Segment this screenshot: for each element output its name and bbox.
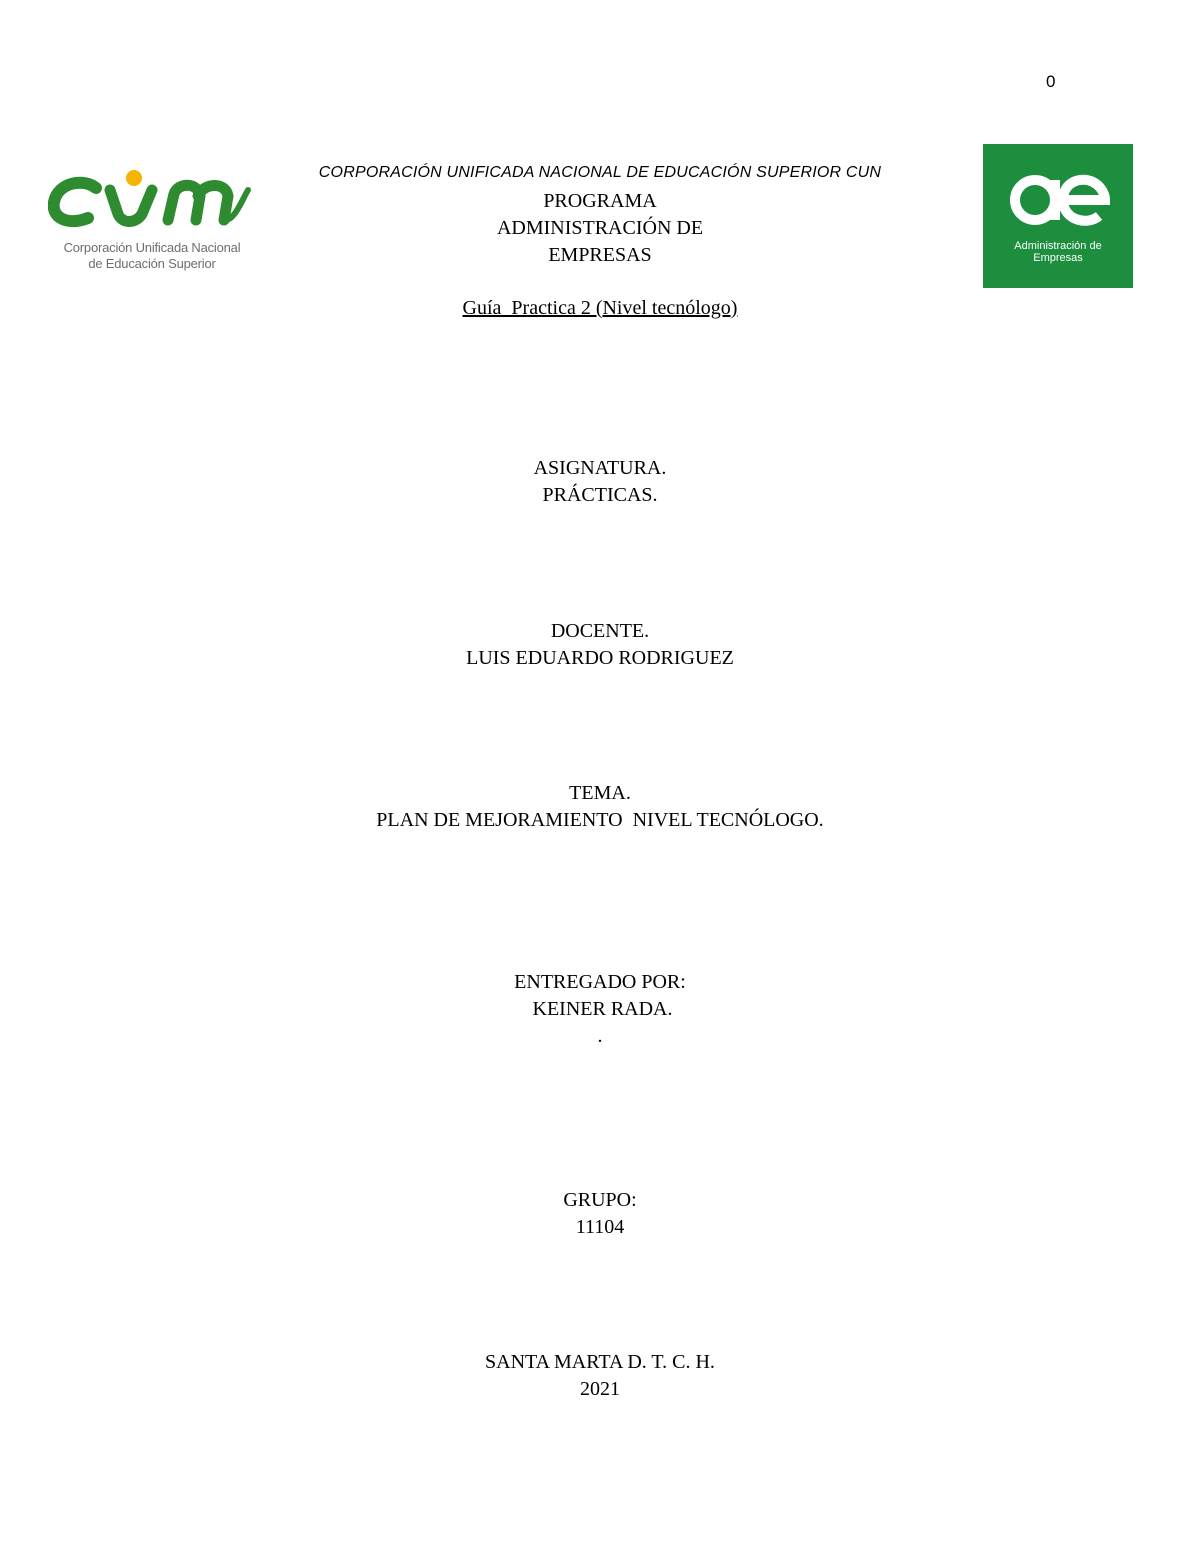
- program-line1: PROGRAMA: [543, 190, 657, 212]
- delivered-block: [200, 969, 1000, 1050]
- topic-label: TEMA.: [569, 782, 631, 804]
- ae-logo: [983, 144, 1133, 288]
- teacher-value: LUIS EDUARDO RODRIGUEZ: [466, 647, 734, 669]
- delivered-label: ENTREGADO POR:: [514, 971, 686, 993]
- place-city: SANTA MARTA D. T. C. H.: [485, 1351, 715, 1373]
- delivered-value: KEINER RADA.: [527, 998, 673, 1020]
- ae-text-line1: Administración de: [1014, 240, 1102, 252]
- teacher-label: DOCENTE.: [550, 620, 650, 642]
- guide-title: Guía Practica 2 (Nivel tecnólogo): [462, 297, 738, 319]
- group-label: GRUPO:: [563, 1189, 637, 1211]
- cun-logo-subtitle: [52, 240, 252, 272]
- place-year: 2021: [580, 1378, 620, 1400]
- cun-subtitle-line1: Corporación Unificada Nacional: [63, 240, 241, 255]
- delivered-extra: .: [597, 1025, 603, 1047]
- subject-block: [200, 455, 1000, 509]
- teacher-block: [200, 618, 1000, 672]
- cun-logo: [48, 160, 253, 280]
- ae-logo-text: [983, 240, 1133, 264]
- place-block: [200, 1349, 1000, 1403]
- institution-name: CORPORACIÓN UNIFICADA NACIONAL DE EDUCACIÓN SUPERIOR CUN: [318, 164, 882, 181]
- subject-value: PRÁCTICAS.: [542, 484, 658, 506]
- program-block: [300, 188, 900, 269]
- topic-block: [200, 780, 1000, 834]
- program-line3: EMPRESAS: [548, 244, 652, 266]
- cun-logo-mark: [48, 160, 253, 240]
- ae-text-line2: Empresas: [1033, 252, 1083, 264]
- ae-logo-mark: [983, 168, 1133, 228]
- group-block: [200, 1187, 1000, 1241]
- program-line2: ADMINISTRACIÓN DE: [496, 217, 704, 239]
- subject-label: ASIGNATURA.: [533, 457, 667, 479]
- page-number: 0: [1046, 72, 1056, 91]
- topic-value: PLAN DE MEJORAMIENTO NIVEL TECNÓLOGO.: [376, 809, 824, 831]
- cun-subtitle-line2: de Educación Superior: [88, 256, 216, 271]
- group-value: 11104: [575, 1216, 625, 1238]
